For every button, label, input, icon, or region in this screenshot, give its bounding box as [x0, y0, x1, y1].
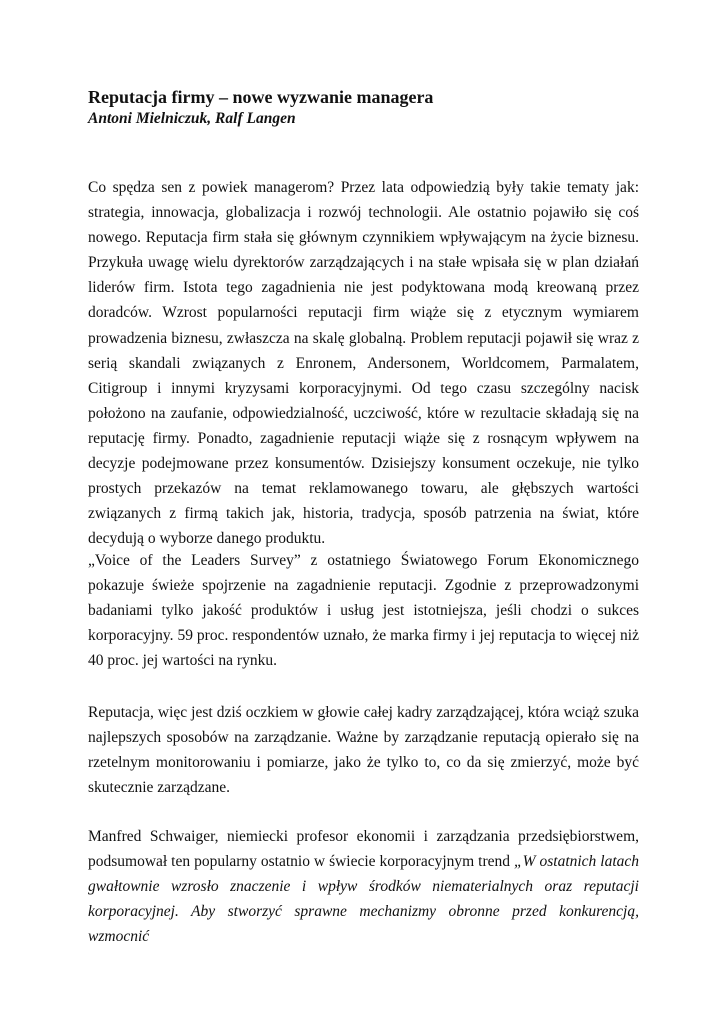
article-authors: Antoni Mielniczuk, Ralf Langen	[88, 110, 296, 127]
article-title: Reputacja firmy – nowe wyzwanie managera	[88, 87, 434, 107]
paragraph-3: Reputacja, więc jest dziś oczkiem w głowie całej kadry zarządzającej, która wciąż szuka najlepszych sposobów na zarządzanie. Ważne by zarządzanie reputacją opierało się na rzetelnym monitorowaniu i pomiarze, jako że tylko to, co da się zmierzyć, może być skutecznie zarządzane.	[88, 704, 639, 797]
paragraph-4-lead: Manfred Schwaiger, niemiecki profesor ekonomii i zarządzania przedsiębiorstwem, podsumował ten popularny ostatnio w świecie korporacyjnym trend	[88, 828, 639, 871]
paragraph-4	[88, 824, 639, 949]
paragraph-2: „Voice of the Leaders Survey” z ostatniego Światowego Forum Ekonomicznego pokazuje świeże spojrzenie na zagadnienie reputacji. Zgodnie z przeprowadzonymi badaniami tylko jakość produktów i usług jest istotniejsza, jeśli chodzi o sukces korporacyjny. 59 proc. respondentów uznało, że marka firmy i jej reputacja to więcej niż 40 proc. jej wartości na rynku.	[88, 552, 639, 670]
paragraph-1: Co spędza sen z powiek managerom? Przez lata odpowiedzią były takie tematy jak: strategia, innowacja, globalizacja i rozwój technologii. Ale ostatnio pojawiło się coś nowego. Reputacja firm stała się głównym czynnikiem wpływającym na życie biznesu. Przykuła uwagę wielu dyrektorów zarządzających i na stałe wpisała się w plan działań liderów firm. Istota tego zagadnienia nie jest podyktowana modą kreowaną przez doradców. Wzrost popularności reputacji firm wiąże się z etycznym wymiarem prowadzenia biznesu, zwłaszcza na skalę globalną. Problem reputacji pojawił się wraz z serią skandali związanych z Enronem, Andersonem, Worldcomem, Parmalatem, Citigroup i innymi kryzysami korporacyjnymi. Od tego czasu szczególny nacisk położono na zaufanie, odpowiedzialność, uczciwość, które w rezultacie składają się na reputację firmy. Ponadto, zagadnienie reputacji wiąże się z rosnącym wpływem na decyzje podejmowane przez konsumentów. Dzisiejszy konsument oczekuje, nie tylko prostych przekazów na temat reklamowanego towaru, ale głębszych wartości związanych z firmą takich jak, historia, tradycja, sposób patrzenia na świat, które decydują o wyborze danego produktu.	[88, 179, 639, 548]
paragraph-4-quote: „W ostatnich latach gwałtownie wzrosło znaczenie i wpływ środków niematerialnych oraz reputacji korporacyjnej. Aby stworzyć sprawne mechanizmy obronne przed konkurencją, wzmocnić	[88, 853, 640, 946]
